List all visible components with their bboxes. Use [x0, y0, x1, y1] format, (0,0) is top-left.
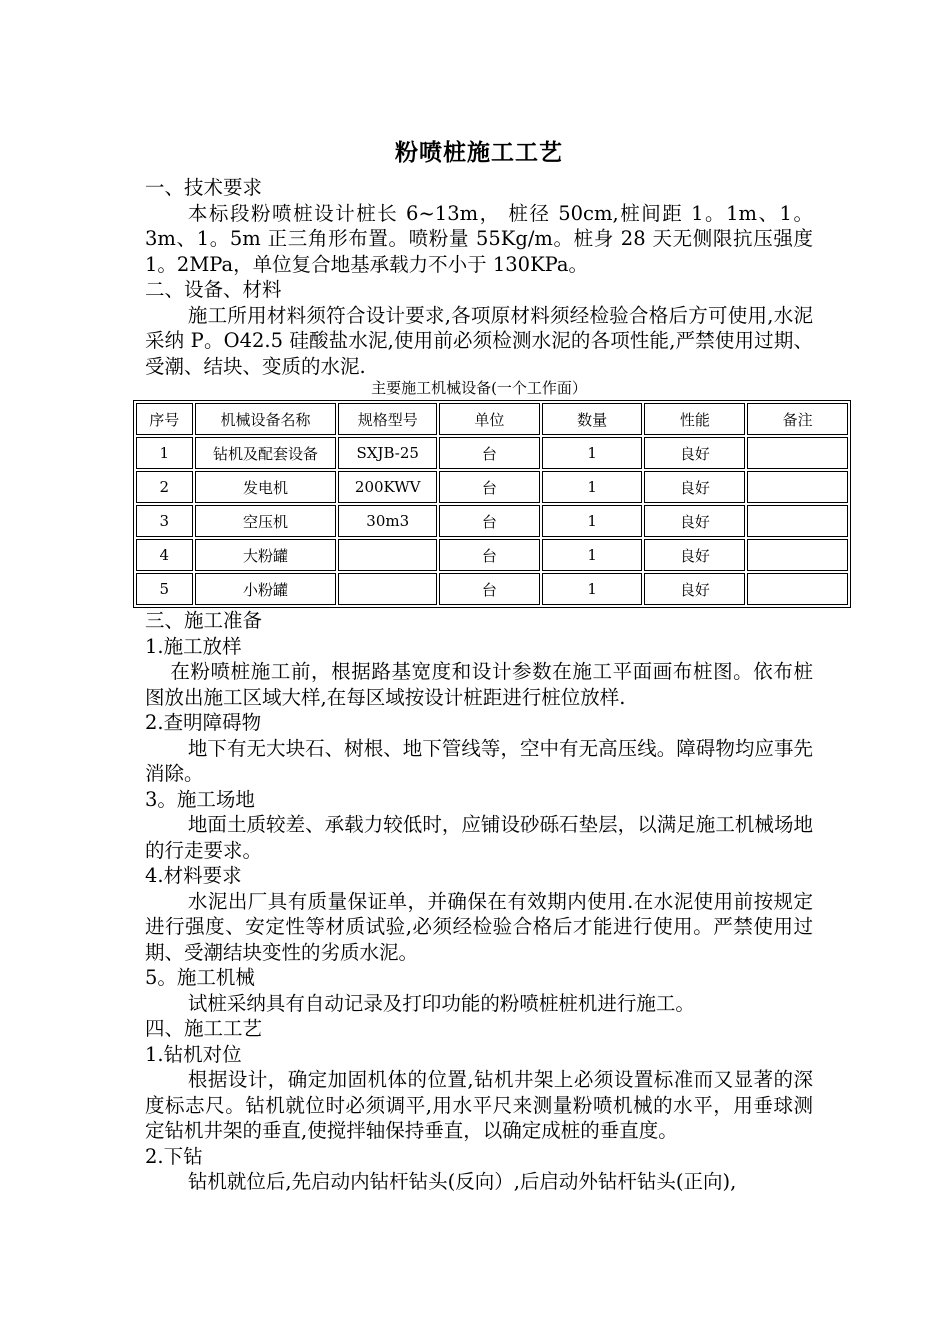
header-cell: 单位 — [439, 403, 540, 435]
document-page — [145, 128, 813, 1195]
table-cell — [338, 539, 437, 571]
table-cell: 钻机及配套设备 — [195, 437, 337, 469]
section-1-text: 本标段粉喷桩设计桩长 6~13m， 桩径 50cm,桩间距 1。1m、1。3m、1。5m 正三角形布置。喷粉量 55Kg/m。桩身 28 天无侧限抗压强度 1。2MPa，单位复合地基承载力不小于 130KPa。 — [145, 201, 813, 276]
table-row — [136, 539, 848, 571]
subsection-heading: 2.查明障碍物 — [145, 711, 262, 734]
table-cell: 台 — [439, 573, 540, 605]
table-cell: 1 — [542, 437, 643, 469]
subsection-heading: 1.施工放样 — [145, 634, 242, 658]
header-cell: 备注 — [747, 403, 848, 435]
equipment-table — [133, 400, 851, 608]
table-cell — [747, 505, 848, 537]
subsection-heading: 5。施工机械 — [145, 966, 255, 989]
table-cell: 台 — [439, 505, 540, 537]
table-cell: 良好 — [644, 539, 745, 571]
header-cell: 规格型号 — [338, 403, 437, 435]
table-header-row — [136, 403, 848, 435]
subsection-heading: 1.钻机对位 — [145, 1042, 242, 1066]
table-caption: 主要施工机械设备(一个工作面） — [371, 379, 587, 397]
subsection-text: 在粉喷桩施工前，根据路基宽度和设计参数在施工平面画布桩图。依布桩图放出施工区域大样,在每区域按设计桩距进行桩位放样. — [145, 660, 813, 709]
table-cell: 1 — [542, 539, 643, 571]
header-cell: 序号 — [136, 403, 193, 435]
header-cell: 机械设备名称 — [195, 403, 337, 435]
section-2-text: 施工所用材料须符合设计要求,各项原材料须经检验合格后方可使用,水泥采纳 P。O42.5 硅酸盐水泥,使用前必须检测水泥的各项性能,严禁使用过期、受潮、结块、变质的水泥. — [145, 303, 813, 378]
table-cell: 3 — [136, 505, 193, 537]
subsection-text: 钻机就位后,先启动内钻杆钻头(反向）,后启动外钻杆钻头(正向), — [187, 1170, 737, 1193]
table-row — [136, 573, 848, 605]
table-cell — [747, 539, 848, 571]
table-cell: 1 — [542, 573, 643, 605]
table-cell — [747, 471, 848, 503]
table-cell: 台 — [439, 471, 540, 503]
table-cell: 1 — [136, 437, 193, 469]
table-cell: 1 — [542, 471, 643, 503]
subsection-text: 试桩采纳具有自动记录及打印功能的粉喷桩桩机进行施工。 — [187, 991, 695, 1015]
table-cell: 4 — [136, 539, 193, 571]
document-title: 粉喷桩施工工艺 — [395, 139, 563, 166]
table-cell — [338, 573, 437, 605]
subsection-text: 地下有无大块石、树根、地下管线等，空中有无高压线。障碍物均应事先消除。 — [145, 736, 813, 785]
table-cell — [747, 573, 848, 605]
header-cell: 性能 — [644, 403, 745, 435]
table-cell: 发电机 — [195, 471, 337, 503]
table-row — [136, 437, 848, 469]
table-cell: 1 — [542, 505, 643, 537]
table-cell: 良好 — [644, 437, 745, 469]
table-cell: SXJB-25 — [338, 437, 437, 469]
section-2-heading: 二、设备、材料 — [145, 278, 282, 301]
table-cell: 2 — [136, 471, 193, 503]
subsection-text: 水泥出厂具有质量保证单，并确保在有效期内使用.在水泥使用前按规定进行强度、安定性等材质试验,必须经检验合格后才能进行使用。严禁使用过期、受潮结块变性的劣质水泥。 — [145, 889, 813, 964]
section-4-heading: 四、施工工艺 — [145, 1017, 263, 1040]
table-cell — [747, 437, 848, 469]
table-cell: 小粉罐 — [195, 573, 337, 605]
subsection-text: 根据设计，确定加固机体的位置,钻机井架上必须设置标准而又显著的深度标志尺。钻机就位时必须调平,用水平尺来测量粉喷机械的水平，用垂球测定钻机井架的垂直,使搅拌轴保持垂直，以确定成桩的垂直度。 — [145, 1068, 813, 1142]
table-cell: 台 — [439, 539, 540, 571]
subsection-heading: 4.材料要求 — [145, 864, 242, 887]
table-row — [136, 505, 848, 537]
table-cell: 30m3 — [338, 505, 437, 537]
section-1-heading: 一、技术要求 — [145, 176, 263, 199]
table-cell: 大粉罐 — [195, 539, 337, 571]
subsection-heading: 2.下钻 — [145, 1144, 203, 1168]
table-cell: 200KWV — [338, 471, 437, 503]
table-cell: 空压机 — [195, 505, 337, 537]
table-cell: 台 — [439, 437, 540, 469]
table-cell: 良好 — [644, 573, 745, 605]
table-cell: 良好 — [644, 471, 745, 503]
table-row — [136, 471, 848, 503]
header-cell: 数量 — [542, 403, 643, 435]
table-cell: 5 — [136, 573, 193, 605]
subsection-heading: 3。施工场地 — [145, 787, 255, 811]
section-3-heading: 三、施工准备 — [145, 609, 263, 632]
table-cell: 良好 — [644, 505, 745, 537]
subsection-text: 地面土质较差、承载力较低时，应铺设砂砾石垫层，以满足施工机械场地的行走要求。 — [145, 813, 813, 862]
